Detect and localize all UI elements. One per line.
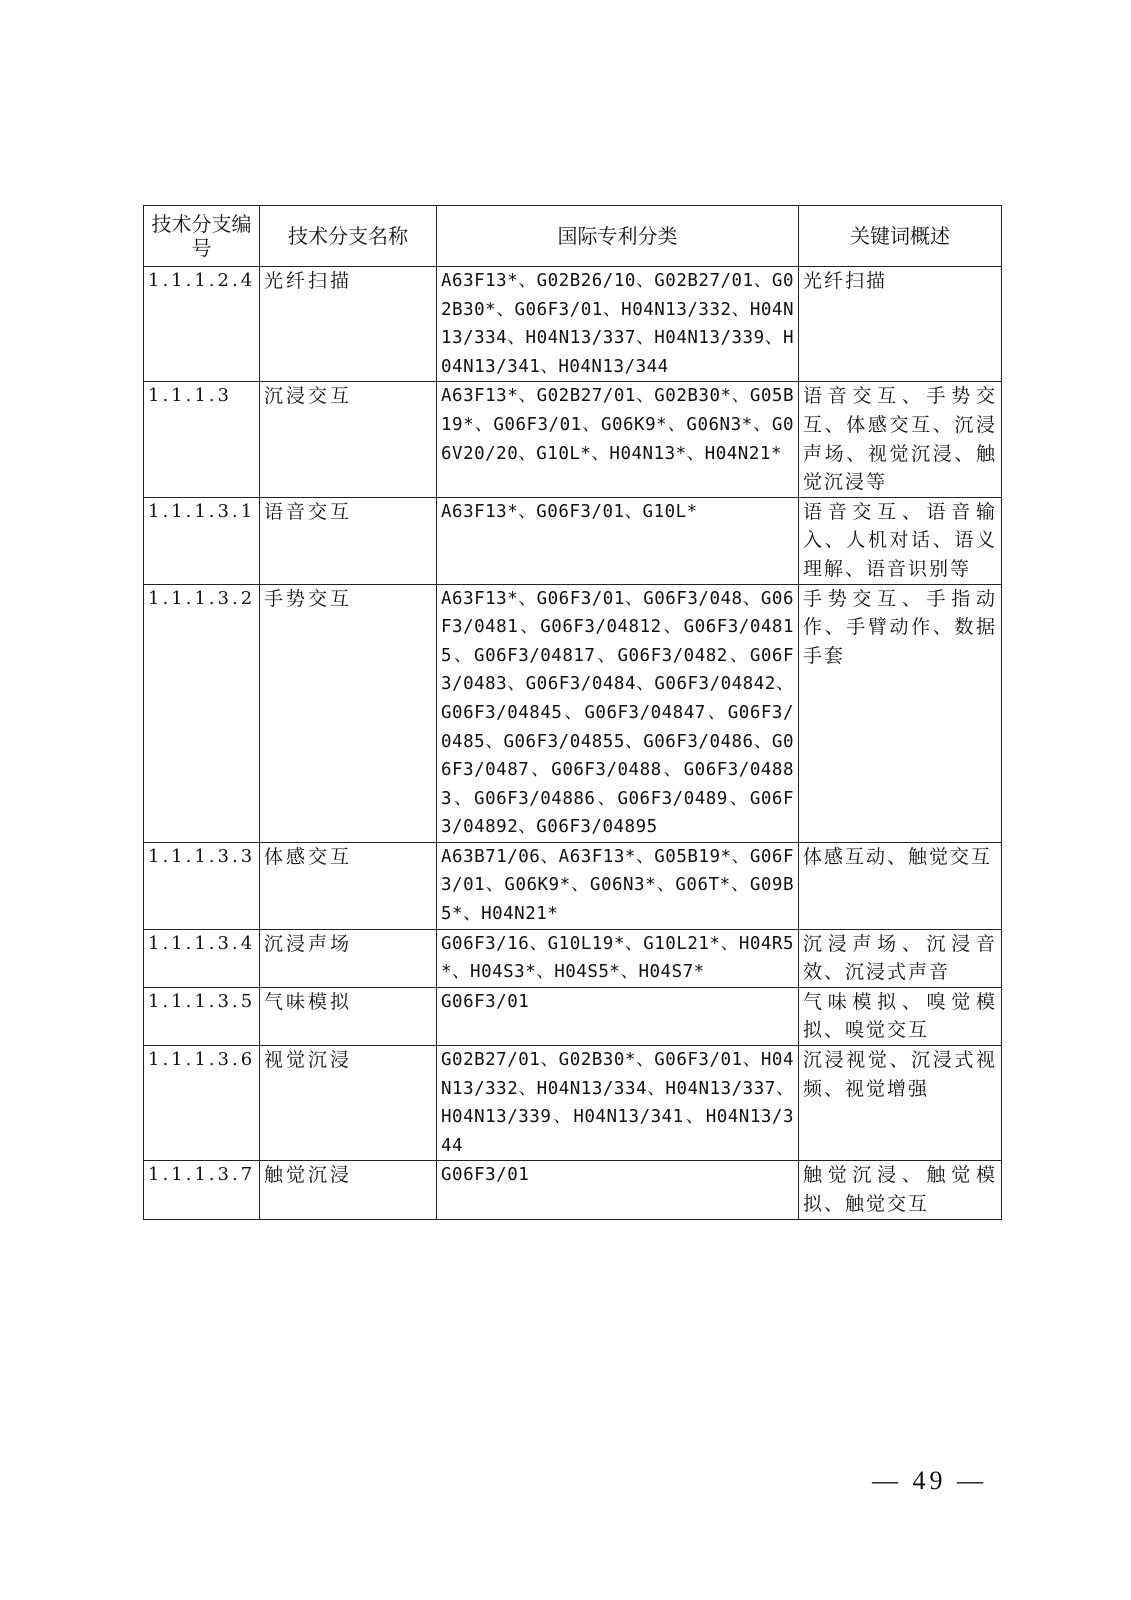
table-row [144,267,1002,382]
keywords-cell: 沉浸视觉、沉浸式视频、视觉增强 [799,1046,1002,1161]
ipc-codes-cell: G06F3/01 [437,987,799,1045]
header-branch-code: 技术分支编号 [144,206,260,267]
table-row [144,1046,1002,1161]
branch-name-cell: 光纤扫描 [260,267,437,382]
branch-code-cell: 1.1.1.3.5 [144,987,260,1045]
ipc-codes-cell: G06F3/16、G10L19*、G10L21*、H04R5*、H04S3*、H04S5*、H04S7* [437,929,799,987]
branch-code-cell: 1.1.1.2.4 [144,267,260,382]
branch-code-cell: 1.1.1.3 [144,382,260,497]
keywords-cell: 气味模拟、嗅觉模拟、嗅觉交互 [799,987,1002,1045]
keywords-cell: 手势交互、手指动作、手臂动作、数据手套 [799,584,1002,842]
table-header-row [144,206,1002,267]
branch-name-cell: 沉浸声场 [260,929,437,987]
table-row [144,929,1002,987]
ipc-codes-cell: A63F13*、G06F3/01、G10L* [437,497,799,584]
keywords-cell: 语音交互、手势交互、体感交互、沉浸声场、视觉沉浸、触觉沉浸等 [799,382,1002,497]
keywords-cell: 光纤扫描 [799,267,1002,382]
branch-name-cell: 手势交互 [260,584,437,842]
branch-code-cell: 1.1.1.3.6 [144,1046,260,1161]
table-row [144,842,1002,929]
branch-code-cell: 1.1.1.3.3 [144,842,260,929]
branch-code-cell: 1.1.1.3.1 [144,497,260,584]
branch-code-cell: 1.1.1.3.4 [144,929,260,987]
ipc-classification-table [143,205,1002,1220]
branch-name-cell: 体感交互 [260,842,437,929]
keywords-cell: 体感互动、触觉交互 [799,842,1002,929]
branch-code-cell: 1.1.1.3.7 [144,1161,260,1219]
branch-name-cell: 气味模拟 [260,987,437,1045]
ipc-codes-cell: A63F13*、G02B27/01、G02B30*、G05B19*、G06F3/01、G06K9*、G06N3*、G06V20/20、G10L*、H04N13*、H04N21* [437,382,799,497]
table-row [144,382,1002,497]
keywords-cell: 沉浸声场、沉浸音效、沉浸式声音 [799,929,1002,987]
ipc-codes-cell: A63B71/06、A63F13*、G05B19*、G06F3/01、G06K9*、G06N3*、G06T*、G09B5*、H04N21* [437,842,799,929]
branch-code-cell: 1.1.1.3.2 [144,584,260,842]
table-row [144,497,1002,584]
header-branch-name: 技术分支名称 [260,206,437,267]
ipc-codes-cell: G06F3/01 [437,1161,799,1219]
branch-name-cell: 视觉沉浸 [260,1046,437,1161]
header-keywords: 关键词概述 [799,206,1002,267]
keywords-cell: 语音交互、语音输入、人机对话、语义理解、语音识别等 [799,497,1002,584]
table-row [144,1161,1002,1219]
header-ipc: 国际专利分类 [437,206,799,267]
keywords-cell: 触觉沉浸、触觉模拟、触觉交互 [799,1161,1002,1219]
table-row [144,584,1002,842]
ipc-codes-cell: A63F13*、G06F3/01、G06F3/048、G06F3/0481、G06F3/04812、G06F3/04815、G06F3/04817、G06F3/0482、G06F3/0483、G06F3/0484、G06F3/04842、G06F3/04845、G06F3/04847、G06F3/0485、G06F3/04855、G06F3/0486、G06F3/0487、G06F3/0488、G06F3/04883、G06F3/04886、G06F3/0489、G06F3/04892、G06F3/04895 [437,584,799,842]
branch-name-cell: 沉浸交互 [260,382,437,497]
table-row [144,987,1002,1045]
branch-name-cell: 触觉沉浸 [260,1161,437,1219]
ipc-codes-cell: G02B27/01、G02B30*、G06F3/01、H04N13/332、H04N13/334、H04N13/337、H04N13/339、H04N13/341、H04N13/344 [437,1046,799,1161]
branch-name-cell: 语音交互 [260,497,437,584]
ipc-codes-cell: A63F13*、G02B26/10、G02B27/01、G02B30*、G06F3/01、H04N13/332、H04N13/334、H04N13/337、H04N13/339、H04N13/341、H04N13/344 [437,267,799,382]
page-number: — 49 — [872,1466,987,1495]
